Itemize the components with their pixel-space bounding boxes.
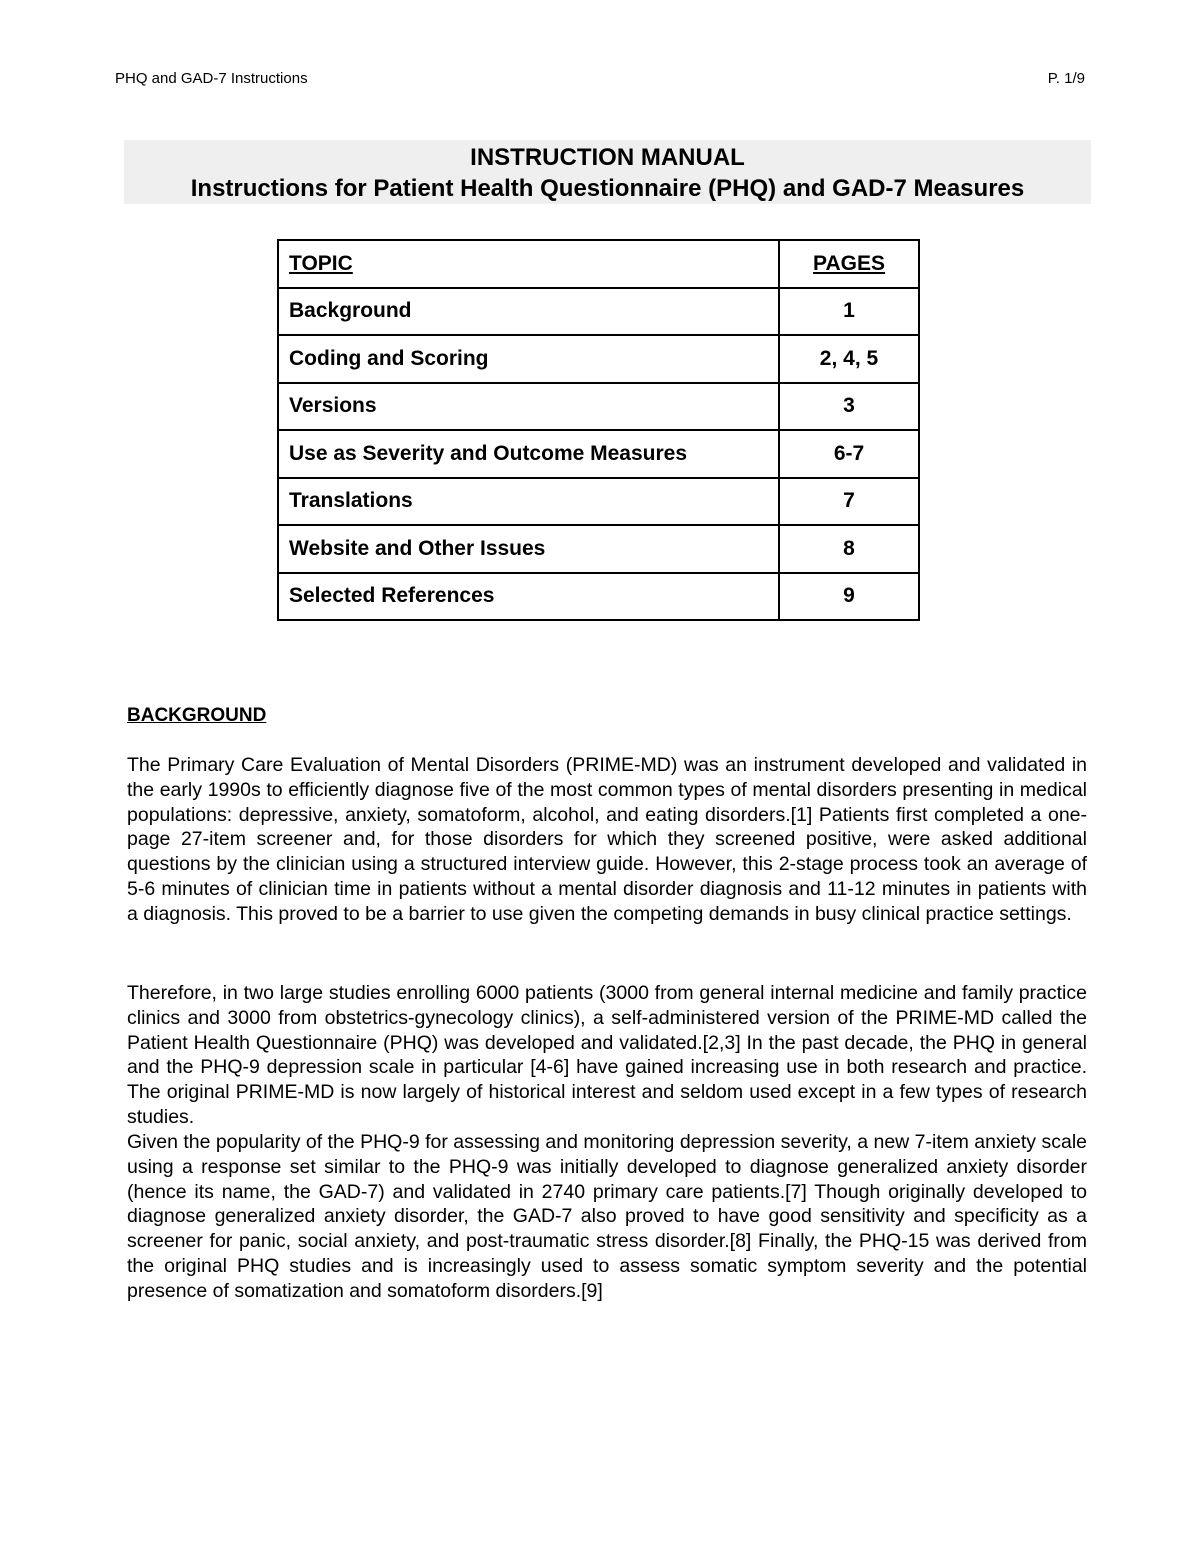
toc-pages: 3 — [779, 383, 919, 431]
body-paragraph: Given the popularity of the PHQ-9 for assessing and monitoring depression severity, a new 7-item anxiety scale using a response set similar to the PHQ-9 was initially developed to diagnose generalized anxiety disorder (hence its name, the GAD-7) and validated in 2740 primary care patients.[7] Though originally developed to diagnose generalized anxiety disorder, the GAD-7 also proved to have good sensitivity and specificity as a screener for panic, social anxiety, and post-traumatic stress disorder.[8] Finally, the PHQ-15 was derived from the original PHQ studies and is increasingly used to assess somatic symptom severity and the potential presence of somatization and somatoform disorders.[9] — [127, 1131, 1087, 1302]
toc-row — [278, 525, 919, 573]
toc-row — [278, 335, 919, 383]
header-doc-title: PHQ and GAD-7 Instructions — [115, 70, 308, 87]
toc-topic: Versions — [278, 383, 779, 431]
toc-pages: 9 — [779, 573, 919, 621]
toc-topic: Use as Severity and Outcome Measures — [278, 430, 779, 478]
title-block — [124, 140, 1091, 204]
running-header — [115, 70, 1085, 87]
toc-table — [277, 239, 920, 621]
toc-row — [278, 573, 919, 621]
toc-header-pages: PAGES — [779, 240, 919, 288]
toc-topic: Translations — [278, 478, 779, 526]
toc-pages: 8 — [779, 525, 919, 573]
toc-row — [278, 383, 919, 431]
body-paragraph: The Primary Care Evaluation of Mental Disorders (PRIME-MD) was an instrument developed and validated in the early 1990s to efficiently diagnose five of the most common types of mental disorders presenting in medical populations: depressive, anxiety, somatoform, alcohol, and eating disorders.[1] Patients first completed a one-page 27-item screener and, for those disorders for which they screened positive, were asked additional questions by the clinician using a structured interview guide. However, this 2-stage process took an average of 5-6 minutes of clinician time in patients without a mental disorder diagnosis and 11-12 minutes in patients with a diagnosis. This proved to be a barrier to use given the competing demands in busy clinical practice settings. — [127, 754, 1087, 925]
toc-row — [278, 288, 919, 336]
section-heading-background: BACKGROUND — [127, 705, 267, 726]
toc-topic: Website and Other Issues — [278, 525, 779, 573]
toc-pages: 6-7 — [779, 430, 919, 478]
toc-pages: 7 — [779, 478, 919, 526]
manual-subtitle: Instructions for Patient Health Questionnaire (PHQ) and GAD-7 Measures — [190, 175, 1025, 202]
manual-title: INSTRUCTION MANUAL — [470, 144, 745, 171]
body-paragraph: Therefore, in two large studies enrolling 6000 patients (3000 from general internal medicine and family practice clinics and 3000 from obstetrics-gynecology clinics), a self-administered version of the PRIME-MD called the Patient Health Questionnaire (PHQ) was developed and validated.[2,3] In the past decade, the PHQ in general and the PHQ-9 depression scale in particular [4-6] have gained increasing use in both research and practice. The original PRIME-MD is now largely of historical interest and seldom used except in a few types of research studies. — [127, 982, 1087, 1128]
toc-topic: Selected References — [278, 573, 779, 621]
toc-topic: Background — [278, 288, 779, 336]
toc-topic: Coding and Scoring — [278, 335, 779, 383]
header-page-number: P. 1/9 — [1047, 70, 1085, 87]
toc-row — [278, 478, 919, 526]
toc-row — [278, 430, 919, 478]
toc-header-row — [278, 240, 919, 288]
toc-pages: 2, 4, 5 — [779, 335, 919, 383]
toc-pages: 1 — [779, 288, 919, 336]
toc-header-topic: TOPIC — [278, 240, 779, 288]
